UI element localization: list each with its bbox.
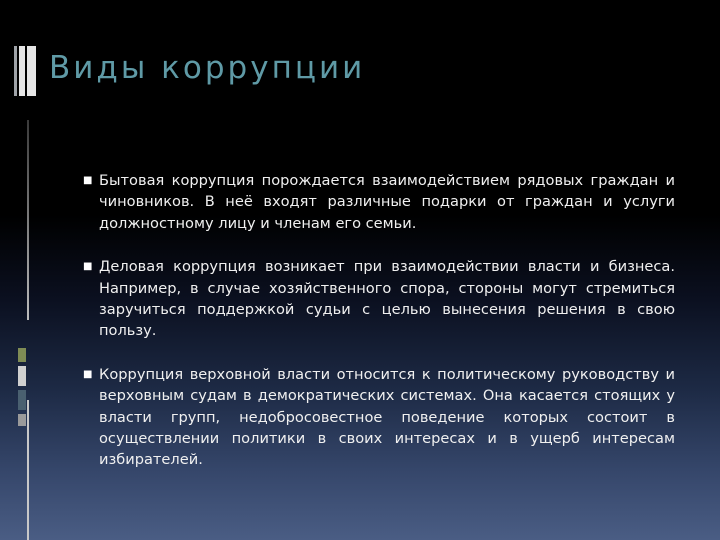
- decor-vertical-line: [27, 120, 29, 320]
- decor-bar: [27, 46, 36, 96]
- bullet-text: Бытовая коррупция порождается взаимодействием рядовых граждан и чиновников. В неё входят различные подарки от граждан и услуги должностному лицу и членам его семьи.: [99, 172, 675, 232]
- slide-title: Виды коррупции: [49, 50, 366, 86]
- decor-mark: [18, 366, 26, 386]
- bullet-item: [80, 256, 675, 342]
- bullet-item: [80, 364, 675, 471]
- bullet-square-icon: ■: [83, 368, 93, 380]
- bullet-item: [80, 170, 675, 234]
- bullet-text: Деловая коррупция возникает при взаимодействии власти и бизнеса. Например, в случае хозяйственного спора, стороны могут стремиться заручиться поддержкой судьи с целью вынесения решения в свою пользу.: [99, 258, 675, 340]
- decor-mark: [18, 390, 26, 410]
- decor-mark: [18, 414, 26, 426]
- title-decoration-bars: [14, 46, 40, 96]
- bullet-square-icon: ■: [83, 261, 93, 273]
- decor-bar: [19, 46, 25, 96]
- side-color-marks: [18, 348, 28, 430]
- decor-bar: [14, 46, 17, 96]
- bullet-list: [80, 170, 675, 493]
- bullet-text: Коррупция верховной власти относится к политическому руководству и верховным судам в демократических системах. Она касается стоящих у власти групп, недобросовестное поведение которых состоит в осуществлении политики в своих интересах и в ущерб интересам избирателей.: [99, 365, 675, 469]
- decor-mark: [18, 348, 26, 362]
- bullet-square-icon: ■: [83, 175, 93, 186]
